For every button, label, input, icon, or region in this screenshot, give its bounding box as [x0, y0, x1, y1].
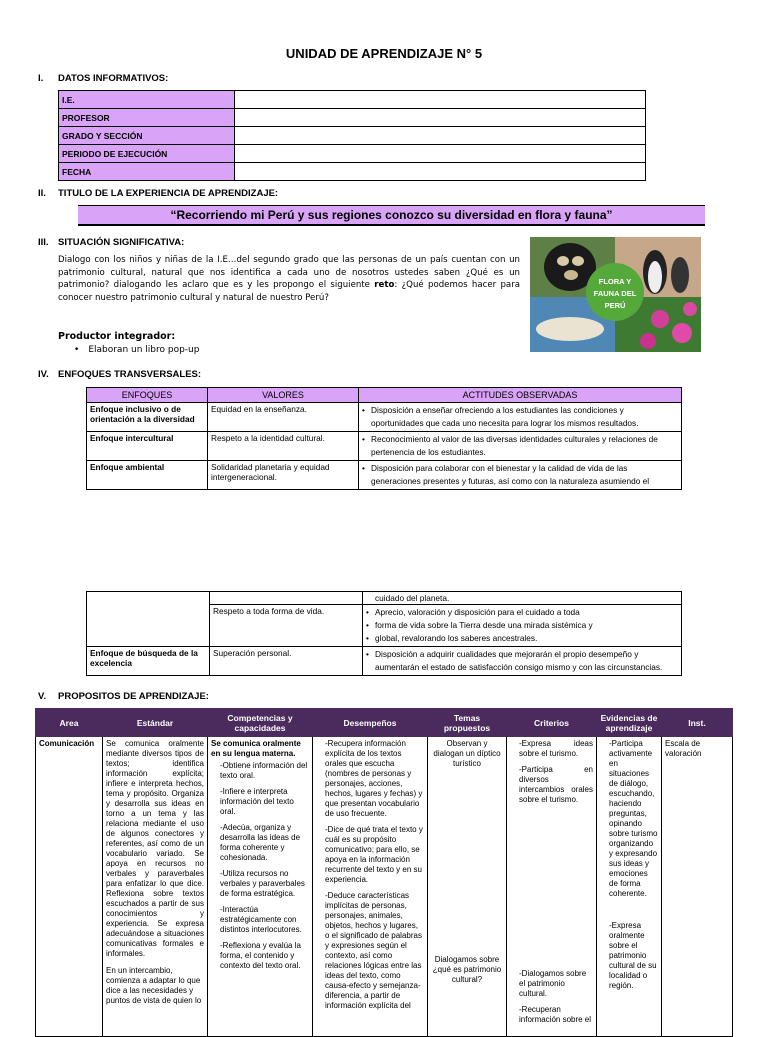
table-row: Enfoque intercultural Respeto a la identidad cultural. • Reconocimiento al valor de las diversas identidades culturales y relaciones de pertenencia de los estudiantes. — [87, 432, 682, 461]
competencias-cell: Se comunica oralmente en su lengua materna. - Obtiene información del texto oral. - Infiere e interpreta información del texto oral. - Adecúa, organiza y desarrolla las ideas de forma coherente y cohesionada. - Utiliza recursos no verbales y paraverbales de forma estratégica. - Interactúa estratégicamente con distintos interlocutores. - Reflexiona y evalúa la forma, el contenido y contexto del texto oral. — [208, 737, 313, 1037]
section-titulo-heading: II. TITULO DE LA EXPERIENCIA DE APRENDIZAJE: — [38, 188, 279, 199]
productor-title: Productor integrador: — [58, 331, 176, 342]
periodo-field[interactable] — [235, 145, 646, 163]
image-caption-line1: FLORA Y — [598, 277, 632, 286]
enfoques-table-continued — [86, 591, 682, 676]
col-header-desempenos: Desempeños — [313, 709, 428, 737]
area-cell: Comunicación — [36, 737, 103, 1037]
situacion-paragraph: Dialogo con los niños y niñas de la I.E…del segundo grado que las personas de un país cuentan con un patrimonio cultural, natural que nos identifica a cada uno de nosotros ustedes saben ¿Qué es un patrimonio? dialogando les aclaro que es y les propongo el siguiente reto: ¿Qué podemos hacer para conocer nuestro patrimonio cultural y natural de nuestro Perú? — [58, 255, 520, 303]
col-header-actitudes: ACTITUDES OBSERVADAS — [359, 388, 682, 403]
table-row: cuidado del planeta. — [87, 592, 682, 605]
image-caption-line3: PERÚ — [604, 301, 626, 310]
experiencia-title-banner: “Recorriendo mi Perú y sus regiones conozco su diversidad en flora y fauna” — [78, 205, 705, 226]
fecha-field[interactable] — [235, 163, 646, 181]
table-row: GRADO Y SECCIÓN — [59, 127, 646, 145]
col-header-inst: Inst. — [662, 709, 733, 737]
table-row — [36, 737, 733, 1037]
col-header-temas: Temas propuestos — [428, 709, 507, 737]
table-row: Enfoque ambiental Solidaridad planetaria y equidad intergeneracional. • Disposición para colaborar con el bienestar y la calidad de vida de las generaciones presentes y futuras, así como con la naturaleza asumiendo el — [87, 461, 682, 490]
col-header-valores: VALORES — [208, 388, 359, 403]
ie-field[interactable] — [235, 91, 646, 109]
inst-cell: Escala de valoración — [662, 737, 733, 1037]
col-header-competencias: Competencias y capacidades — [208, 709, 313, 737]
table-row: I.E. — [59, 91, 646, 109]
image-caption-line2: FAUNA DEL — [593, 289, 637, 298]
section-propositos-heading: V. PROPOSITOS DE APRENDIZAJE: — [38, 691, 209, 702]
list-item: • Elaboran un libro pop-up — [74, 345, 199, 355]
profesor-field[interactable] — [235, 109, 646, 127]
page-title: UNIDAD DE APRENDIZAJE N° 5 — [285, 46, 483, 61]
productor-list — [74, 345, 199, 355]
section-datos-heading: I. DATOS INFORMATIVOS: — [38, 73, 169, 84]
table-row: PROFESOR — [59, 109, 646, 127]
table-row: Enfoque inclusivo o de orientación a la diversidad Equidad en la enseñanza. • Disposición a enseñar ofreciendo a los estudiantes las condiciones y oportunidades que cada uno necesita para lograr los mismos resultados. — [87, 403, 682, 432]
temas-cell: Observan y dialogan un díptico turístico Dialogamos sobre ¿qué es patrimonio cultural? — [428, 737, 507, 1037]
grado-field[interactable] — [235, 127, 646, 145]
estandar-cell: Se comunica oralmente mediante diversos tipos de textos; identifica información explícita; infiere e interpreta hechos, tema y propósito. Organiza y desarrolla sus ideas en torno a un tema y las relaciona mediante el uso de algunos conectores y referentes, así como de un vocabulario variado. Se apoya en recursos no verbales y paraverbales para enfatizar lo que dice. Reflexiona sobre textos escuchados a partir de sus conocimientos y experiencia. Se expresa adecuándose a situaciones comunicativas formales e informales. En un intercambio, comienza a adaptar lo que dice a las necesidades y puntos de vista de quien lo — [103, 737, 208, 1037]
enfoques-table — [86, 387, 682, 490]
flora-fauna-image — [530, 237, 701, 352]
table-row: Enfoque de búsqueda de la excelencia Superación personal. • Disposición a adquirir cualidades que mejorarán el propio desempeño y aumentarán el estado de satisfacción consigo mismo y con las circunstancias. — [87, 647, 682, 676]
collage-graphic — [530, 237, 701, 352]
section-enfoques-heading: IV. ENFOQUES TRANSVERSALES: — [38, 369, 202, 380]
col-header-criterios: Criterios — [507, 709, 597, 737]
table-row: FECHA — [59, 163, 646, 181]
criterios-cell: - Expresa ideas sobre el turismo. - Participa en diversos intercambios orales sobre el turismo. - Dialogamos sobre el patrimonio cultural. - Recuperan información sobre el — [507, 737, 597, 1037]
table-header-row — [87, 388, 682, 403]
section-situacion-heading: III. SITUACIÓN SIGNIFICATIVA: — [38, 237, 185, 248]
datos-table — [58, 90, 646, 181]
table-header-row — [36, 709, 733, 737]
col-header-area: Area — [36, 709, 103, 737]
desempenos-cell: - Recupera información explícita de los textos orales que escucha (nombres de personas y personajes, acciones, hechos, lugares y fechas) y que presentan vocabulario de uso frecuente. - Dice de qué trata el texto y cuál es su propósito comunicativo; para ello, se apoya en la información recurrente del texto y en su experiencia. - Deduce características implícitas de personas, personajes, animales, objetos, hechos y lugares, o el significado de palabras y expresiones según el contexto, así como relaciones lógicas entre las ideas del texto, como causa-efecto y semejanza-diferencia, a partir de información explícita del — [313, 737, 428, 1037]
table-row: PERIODO DE EJECUCIÓN — [59, 145, 646, 163]
propositos-table — [35, 708, 733, 1037]
col-header-evidencias: Evidencias de aprendizaje — [597, 709, 662, 737]
evidencias-cell: - Participa activamente en situaciones de diálogo, escuchando, haciendo preguntas, opinando sobre turismo organizando y expresando sus ideas y emociones de forma coherente. - Expresa oralmente sobre el patrimonio cultural de su localidad o región. — [597, 737, 662, 1037]
col-header-estandar: Estándar — [103, 709, 208, 737]
table-row: Respeto a toda forma de vida. • Aprecio, valoración y disposición para el cuidado a toda • forma de vida sobre la Tierra desde una mirada sistémica y • global, revalorando los saberes ancestrales. — [87, 605, 682, 647]
col-header-enfoques: ENFOQUES — [87, 388, 208, 403]
